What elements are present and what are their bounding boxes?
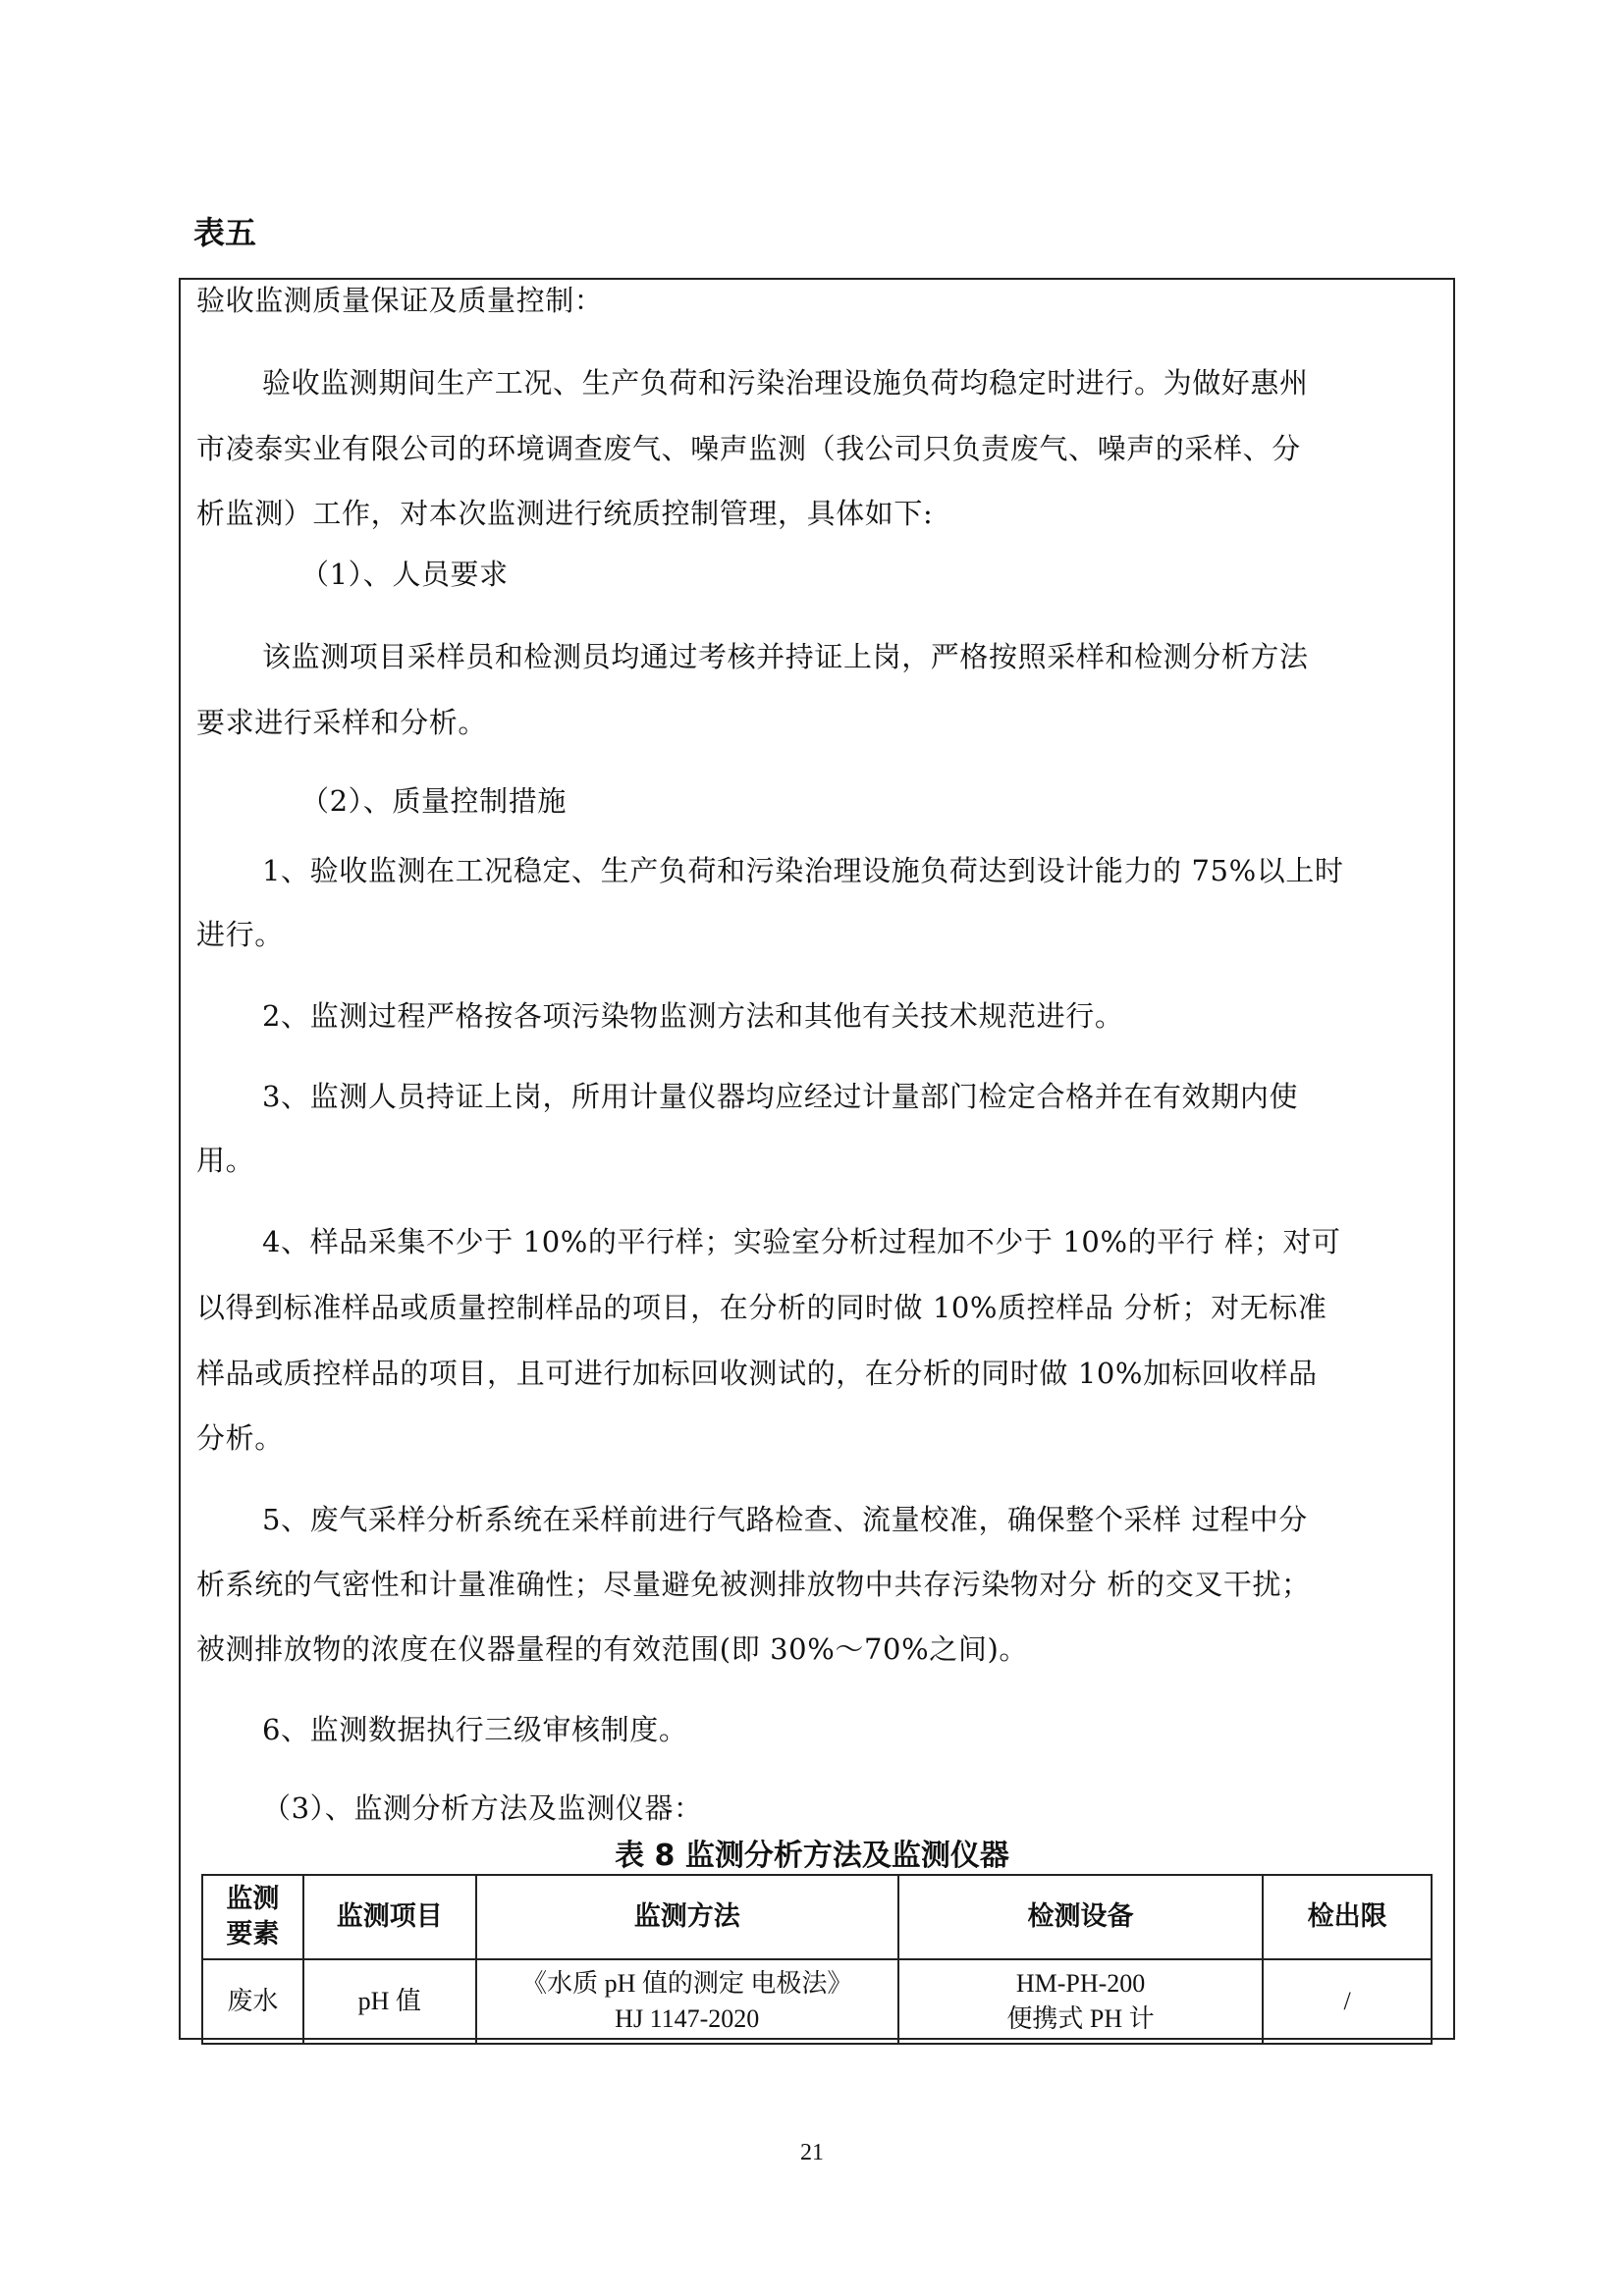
section-label: 表五: [193, 214, 257, 251]
header-limit: 检出限: [1263, 1875, 1432, 1959]
table-title: 表 8 监测分析方法及监测仪器: [615, 1839, 1009, 1873]
header-method: 监测方法: [476, 1875, 898, 1959]
item5-line: 被测排放物的浓度在仪器量程的有效范围(即 30%～70%之间)。: [196, 1632, 1028, 1666]
item3-line: 3、监测人员持证上岗，所用计量仪器均应经过计量部门检定合格并在有效期内使: [262, 1080, 1299, 1113]
header-element-line2: 要素: [226, 1919, 280, 1949]
item4-line: 样品或质控样品的项目，且可进行加标回收测试的，在分析的同时做 10%加标回收样品: [196, 1357, 1318, 1390]
header-element-line1: 监测: [226, 1884, 280, 1914]
cell-method-line2: HJ 1147-2020: [615, 2004, 760, 2033]
header-element: [202, 1875, 303, 1959]
page-number: 21: [800, 2140, 824, 2165]
intro-line: 市凌泰实业有限公司的环境调查废气、噪声监测（我公司只负责废气、噪声的采样、分: [196, 432, 1301, 465]
box-title: 验收监测质量保证及质量控制：: [196, 284, 604, 317]
cell-device-line2: 便携式 PH 计: [1006, 2004, 1155, 2033]
table-header-row: [202, 1875, 1432, 1959]
table-row: [202, 1959, 1432, 2044]
item4-line: 以得到标准样品或质量控制样品的项目，在分析的同时做 10%质控样品 分析；对无标准: [196, 1291, 1327, 1324]
intro-line: 验收监测期间生产工况、生产负荷和污染治理设施负荷均稳定时进行。为做好惠州: [262, 366, 1309, 400]
sub2-heading: （2）、质量控制措施: [300, 784, 567, 818]
sub3-heading: （3）、监测分析方法及监测仪器：: [262, 1791, 703, 1825]
cell-item: pH 值: [303, 1959, 476, 2044]
item5-line: 5、废气采样分析系统在采样前进行气路检查、流量校准，确保整个采样 过程中分: [262, 1503, 1308, 1536]
item1-line: 1、验收监测在工况稳定、生产负荷和污染治理设施负荷达到设计能力的 75%以上时: [262, 854, 1344, 887]
header-device: 检测设备: [898, 1875, 1263, 1959]
cell-limit: /: [1263, 1959, 1432, 2044]
sub1-line: 要求进行采样和分析。: [196, 706, 488, 739]
item4-line: 分析。: [196, 1421, 284, 1455]
item3-line: 用。: [196, 1144, 255, 1177]
header-item: 监测项目: [303, 1875, 476, 1959]
intro-line: 析监测）工作，对本次监测进行统质控制管理，具体如下:: [196, 497, 934, 530]
sub1-line: 该监测项目采样员和检测员均通过考核并持证上岗，严格按照采样和检测分析方法: [262, 640, 1309, 673]
cell-element: 废水: [202, 1959, 303, 2044]
item4-line: 4、样品采集不少于 10%的平行样；实验室分析过程加不少于 10%的平行 样；对可: [262, 1225, 1341, 1258]
cell-method: [476, 1959, 898, 2044]
cell-device: [898, 1959, 1263, 2044]
cell-method-line1: 《水质 pH 值的测定 电极法》: [521, 1969, 853, 1998]
item1-line: 进行。: [196, 918, 284, 951]
content-frame: [179, 278, 1455, 2040]
item6-line: 6、监测数据执行三级审核制度。: [262, 1713, 688, 1746]
sub1-heading: （1）、人员要求: [300, 558, 509, 591]
item5-line: 析系统的气密性和计量准确性；尽量避免被测排放物中共存污染物对分 析的交叉干扰；: [196, 1568, 1311, 1601]
cell-device-line1: HM-PH-200: [1015, 1969, 1146, 1998]
item2-line: 2、监测过程严格按各项污染物监测方法和其他有关技术规范进行。: [262, 999, 1124, 1033]
methods-table: [201, 1874, 1433, 2045]
